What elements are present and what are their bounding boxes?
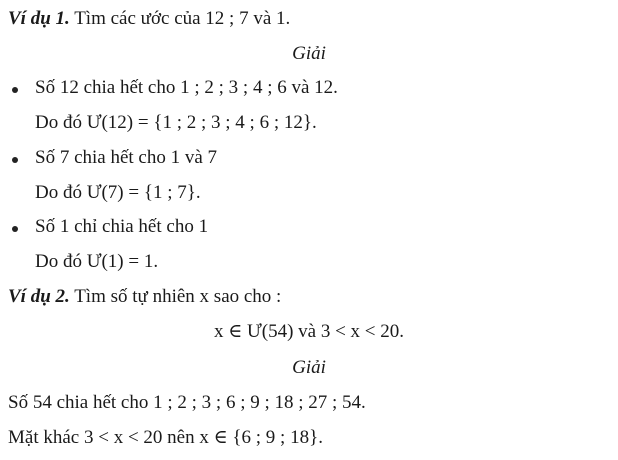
- example-1-label: Ví dụ 1.: [8, 8, 70, 29]
- example-1-item-2-statement: Số 7 chia hết cho 1 và 7: [35, 147, 218, 168]
- example-1-item-1-conclusion: Do đó Ư(12) = {1 ; 2 ; 3 ; 4 ; 6 ; 12}.: [35, 112, 317, 133]
- example-1-header: [8, 9, 290, 28]
- example-2-header: [8, 287, 281, 306]
- example-1-item-3-conclusion: Do đó Ư(1) = 1.: [35, 251, 159, 272]
- example-1-prompt: Tìm các ước của 12 ; 7 và 1.: [74, 8, 291, 29]
- example-2-solution-heading: Giải: [292, 357, 326, 378]
- example-2-line-2: Mặt khác 3 < x < 20 nên x ∈ {6 ; 9 ; 18}.: [8, 427, 323, 448]
- bullet-icon: [12, 87, 18, 93]
- bullet-icon: [12, 157, 18, 163]
- example-2-line-1: Số 54 chia hết cho 1 ; 2 ; 3 ; 6 ; 9 ; 18 ; 27 ; 54.: [8, 392, 366, 413]
- example-2-prompt: Tìm số tự nhiên x sao cho :: [74, 286, 282, 307]
- bullet-icon: [12, 226, 18, 232]
- example-1-item-3-statement: Số 1 chỉ chia hết cho 1: [35, 216, 209, 237]
- example-1-item-2-conclusion: Do đó Ư(7) = {1 ; 7}.: [35, 182, 201, 203]
- example-1-solution-heading: Giải: [292, 43, 326, 64]
- example-1-item-1-statement: Số 12 chia hết cho 1 ; 2 ; 3 ; 4 ; 6 và 12.: [35, 77, 338, 98]
- example-2-label: Ví dụ 2.: [8, 286, 70, 307]
- example-2-condition: x ∈ Ư(54) và 3 < x < 20.: [213, 321, 405, 342]
